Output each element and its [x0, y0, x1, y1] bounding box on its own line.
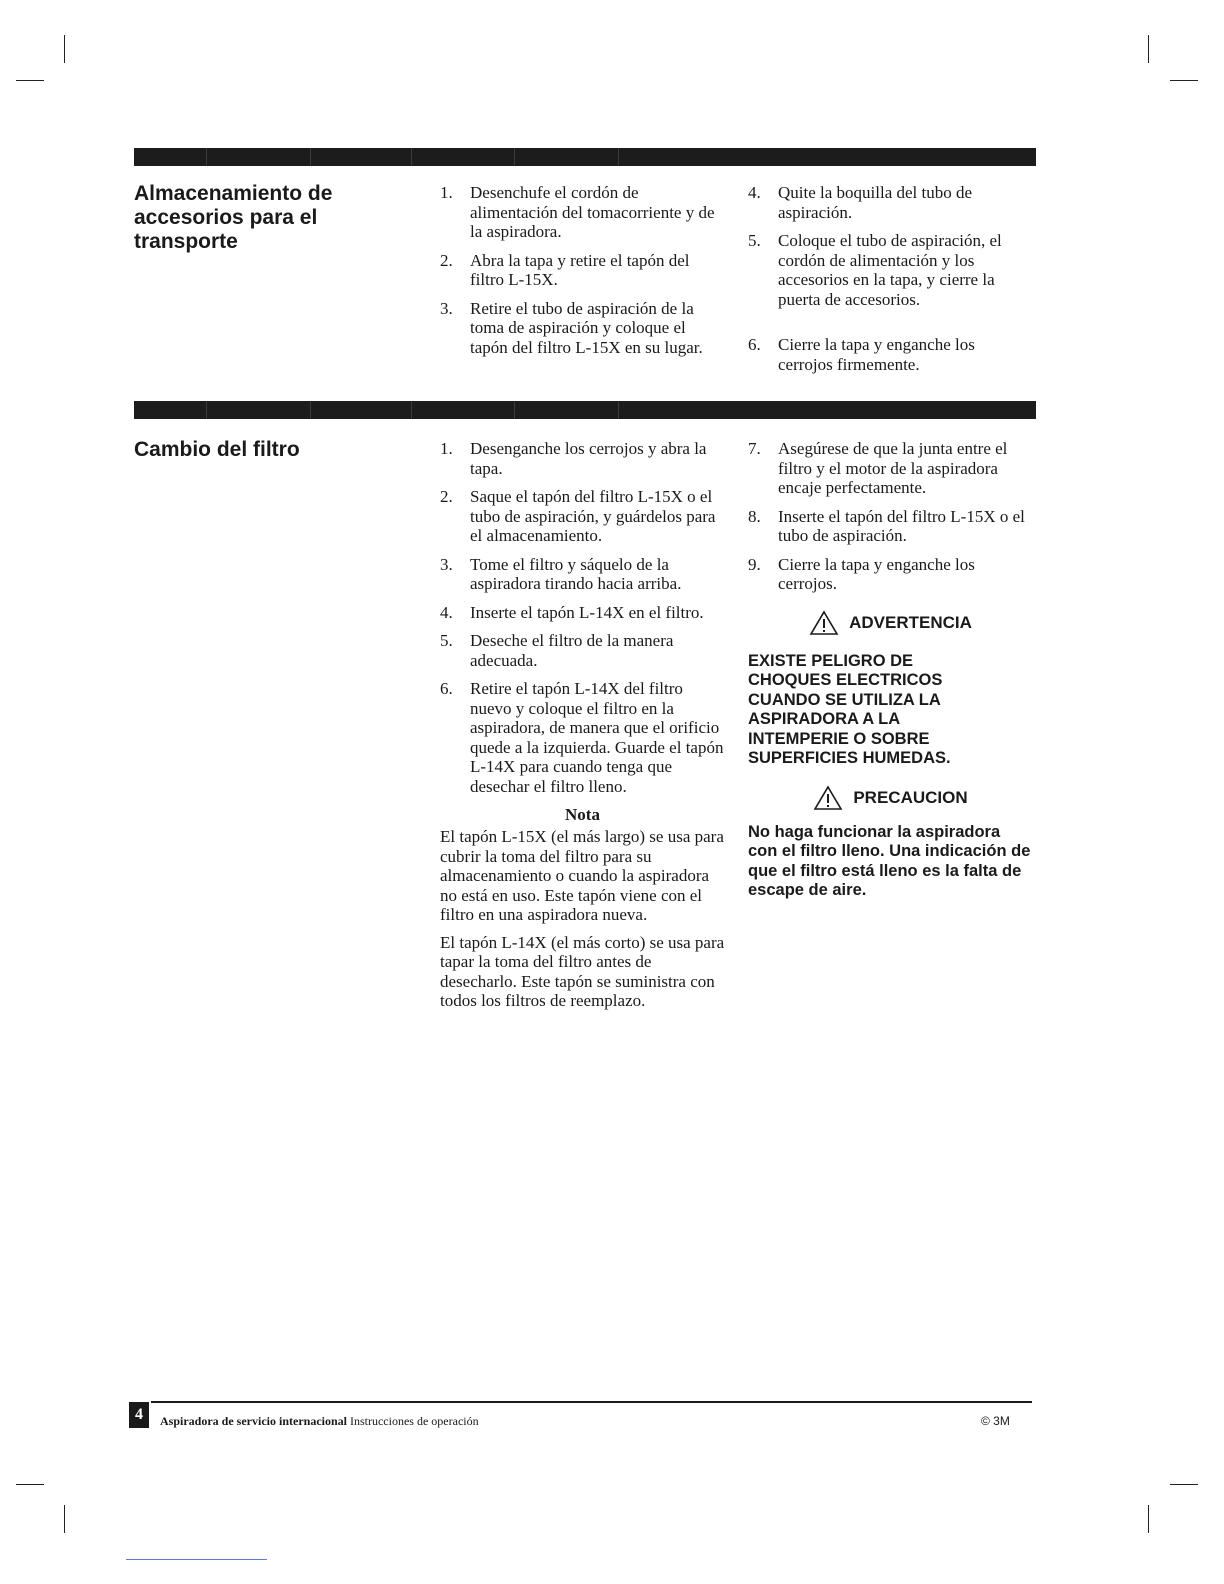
note-paragraph: El tapón L-14X (el más corto) se usa para tapar la toma del filtro antes de desecharlo. Este tapón se suministra con todos los filtros de reemplazo. — [440, 932, 725, 1010]
crop-mark — [64, 1505, 65, 1533]
list-item: 1. Desenchufe el cordón de alimentación del tomacorriente y de la aspiradora. — [440, 183, 715, 241]
warning-triangle-icon — [813, 785, 843, 811]
steps-list — [440, 439, 725, 796]
crop-mark — [64, 35, 65, 63]
section-title: Cambio del filtro — [134, 438, 300, 461]
list-item: 5. Coloque el tubo de aspiración, el cordón de alimentación y los accesorios en la tapa, y cierre la puerta de accesorios. — [748, 231, 1002, 309]
list-item: 2. Abra la tapa y retire el tapón del filtro L-15X. — [440, 250, 690, 289]
caution-text: No haga funcionar la aspiradora con el filtro lleno. Una indicación de que el filtro está lleno es la falta de escape de aire. — [748, 822, 1031, 899]
crop-mark — [1170, 1484, 1198, 1485]
warning-box — [748, 610, 1033, 769]
section-divider-bar — [134, 401, 1036, 419]
right-column — [748, 439, 1033, 901]
list-item: 3. Retire el tubo de aspiración de la toma de aspiración y coloque el tapón del filtro L-15X en su lugar. — [440, 298, 703, 357]
list-item: 2. Saque el tapón del filtro L-15X o el tubo de aspiración, y guárdelos para el almacenamiento. — [440, 487, 716, 545]
footer-title: Aspiradora de servicio internacional Instrucciones de operación — [160, 1414, 479, 1428]
list-item: 5. Deseche el filtro de la manera adecuada. — [440, 631, 674, 670]
page-number: 4 — [129, 1402, 149, 1428]
caution-box — [748, 785, 1033, 901]
crop-mark — [16, 1484, 44, 1485]
note-heading: Nota — [565, 805, 600, 824]
crop-mark — [1148, 1505, 1149, 1533]
warning-text: EXISTE PELIGRO DE CHOQUES ELECTRICOS CUANDO SE UTILIZA LA ASPIRADORA A LA INTEMPERIE O SOBRE SUPERFICIES HUMEDAS. — [748, 651, 951, 767]
steps-list — [748, 183, 1033, 383]
crop-mark — [1148, 35, 1149, 63]
crop-mark — [1170, 80, 1198, 81]
list-item: 4. Inserte el tapón L-14X en el filtro. — [440, 602, 704, 622]
steps-list — [748, 439, 1033, 594]
warning-triangle-icon — [809, 610, 839, 636]
note-paragraph: El tapón L-15X (el más largo) se usa para cubrir la toma del filtro para su almacenamiento o cuando la aspiradora no está en uso. Este tapón viene con el filtro en una aspiradora nueva. — [440, 827, 724, 924]
list-item: 8. Inserte el tapón del filtro L-15X o el tubo de aspiración. — [748, 506, 1025, 545]
section-divider-bar — [134, 148, 1036, 166]
link-underline — [126, 1559, 267, 1560]
caution-heading: PRECAUCION — [748, 785, 1033, 811]
left-column — [440, 439, 725, 1019]
list-item: 9. Cierre la tapa y enganche los cerrojos. — [748, 554, 975, 593]
list-item: 4. Quite la boquilla del tubo de aspiración. — [748, 183, 973, 222]
list-item: 1. Desenganche los cerrojos y abra la tapa. — [440, 439, 707, 478]
steps-list — [440, 183, 725, 366]
list-item: 6. Cierre la tapa y enganche los cerrojos firmemente. — [748, 335, 975, 374]
crop-mark — [16, 80, 44, 81]
footer-rule — [151, 1401, 1032, 1403]
section-title: Almacenamiento de accesorios para el transporte — [134, 182, 333, 253]
footer-copyright: © 3M — [981, 1414, 1010, 1428]
list-item: 6. Retire el tapón L-14X del filtro nuevo y coloque el filtro en la aspiradora, de manera que el orificio quede a la izquierda. Guarde el tapón L-14X para cuando tenga que desechar el filtro lleno. — [440, 679, 724, 796]
warning-heading: ADVERTENCIA — [748, 610, 1033, 636]
list-item: 3. Tome el filtro y sáquelo de la aspiradora tirando hacia arriba. — [440, 554, 682, 593]
list-item: 7. Asegúrese de que la junta entre el filtro y el motor de la aspiradora encaje perfectamente. — [748, 439, 1008, 497]
